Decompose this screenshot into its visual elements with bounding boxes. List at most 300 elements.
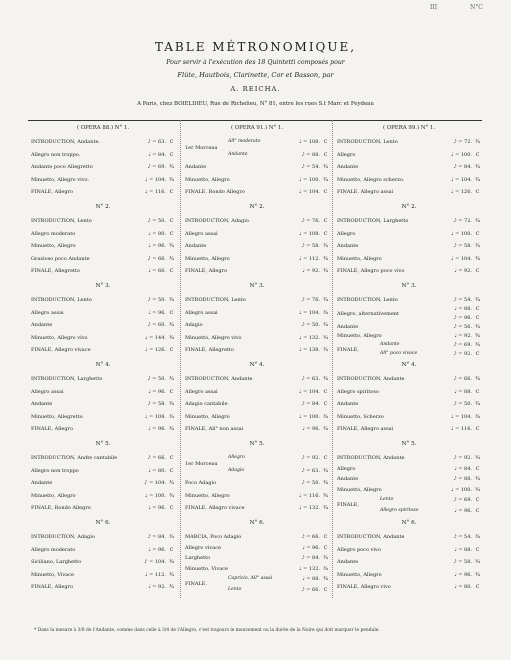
time-signature: ¾ xyxy=(323,309,328,316)
metronome-marking: ♩ = 132. xyxy=(299,334,320,341)
metronome-marking: ♪ = 84. xyxy=(453,164,472,171)
time-signature: ¾ xyxy=(475,324,480,330)
movement-name: Minuetto, Allegro xyxy=(185,255,230,262)
time-signature: ¾ xyxy=(475,534,480,540)
time-signature: ¾ xyxy=(475,164,480,171)
quintet-number: N° 5. xyxy=(249,441,265,447)
table-row xyxy=(185,504,330,512)
time-signature: ¾ xyxy=(323,555,328,561)
metronome-marking: ♪ = 50. xyxy=(147,297,166,303)
metronome-marking: ♩ = 138. xyxy=(299,347,320,354)
movement-name: Allegro xyxy=(337,151,356,158)
table-row xyxy=(31,230,176,238)
time-signature: ¾ xyxy=(475,243,480,250)
author: A. REICHA. xyxy=(230,85,281,93)
bracket-label: FINALE, xyxy=(337,346,359,353)
movement-name: Minuetto, Allegro xyxy=(337,333,382,339)
metronome-marking: ♪ = 58. xyxy=(453,559,472,566)
time-signature: C xyxy=(475,351,480,357)
time-signature: C xyxy=(169,139,174,145)
metronome-marking: ♩ = 92. xyxy=(454,268,472,275)
metronome-marking: ♩ = 112. xyxy=(145,571,166,578)
metronome-marking: ♪ = 84. xyxy=(301,401,320,408)
metronome-marking: ♪ = 96. xyxy=(453,315,472,321)
metronome-marking: ♩ = 96. xyxy=(148,426,166,433)
table-row xyxy=(337,255,482,263)
movement-name: Andante xyxy=(337,243,359,250)
time-signature: ¾ xyxy=(323,347,328,354)
time-signature: ¾ xyxy=(323,565,328,572)
movement-name: FINALE, Allegro vivo xyxy=(337,584,391,591)
table-row xyxy=(31,583,176,591)
time-signature: C xyxy=(475,151,480,158)
metronome-marking: ♩ = 104. xyxy=(451,413,472,420)
metronome-marking: ♪ = 58. xyxy=(147,401,166,408)
table-row xyxy=(337,230,482,238)
table-row xyxy=(337,465,482,473)
movement-name: FINALE, Allegro xyxy=(185,268,227,275)
table-row xyxy=(185,413,330,421)
table-row xyxy=(31,176,176,184)
table-row xyxy=(337,217,482,225)
metronome-marking: ♩ = 126. xyxy=(145,347,166,354)
time-signature: C xyxy=(169,189,174,196)
quintet-number: N° 4. xyxy=(249,362,265,368)
bracket-label: Allegro, alternativement xyxy=(337,310,400,317)
time-signature: C xyxy=(169,467,174,474)
time-signature: ¾ xyxy=(169,401,174,408)
movement-name: Minuetto, Allegro vivo xyxy=(185,334,242,341)
time-signature: C xyxy=(323,151,328,158)
time-signature: C xyxy=(323,230,328,237)
movement-name: Minuetto, Allegro xyxy=(185,492,230,499)
movement-name: Minuetto, Scherzo xyxy=(337,413,384,420)
movement-name: INTRODUCTION, Lento xyxy=(31,297,92,303)
time-signature: C xyxy=(323,455,328,461)
table-row xyxy=(31,533,176,541)
time-signature: ¾ xyxy=(323,413,328,420)
table-row xyxy=(31,425,176,433)
time-signature: ¾ xyxy=(169,492,174,499)
metronome-marking: ♪ = 92. xyxy=(453,455,472,461)
time-signature: C xyxy=(323,544,328,551)
movement-name: Andante xyxy=(337,164,359,171)
metronome-marking: ♩ = 104. xyxy=(145,176,166,183)
movement-name: Allegro moderato xyxy=(31,546,76,553)
metronome-marking: ♩ = 100. xyxy=(145,492,166,499)
metronome-marking: ♪ = 69. xyxy=(453,342,472,348)
movement-name: Minuetto, Allegretto xyxy=(31,413,83,420)
time-signature: ¾ xyxy=(475,297,480,303)
movement-name: INTRODUCTION, Lento xyxy=(31,218,92,224)
movement-name: FINALE, Allegro vivace xyxy=(185,505,245,512)
time-signature: C xyxy=(323,534,328,540)
metronome-marking: ♩ = 116. xyxy=(299,492,320,499)
movement-name: MARCIA, Poco Adagio xyxy=(185,534,242,540)
metronome-marking: ♩ = 104. xyxy=(299,309,320,316)
metronome-marking: ♩ = 80. xyxy=(148,230,166,237)
time-signature: ¾ xyxy=(475,176,480,183)
quintet-number: N° 3. xyxy=(401,283,417,289)
time-signature: ¾ xyxy=(323,426,328,433)
bracket-label: FINALE, xyxy=(337,502,359,509)
metronome-marking: ♩ = 126. xyxy=(451,189,472,196)
table-row xyxy=(337,533,482,541)
metronome-marking: ♩ = 80. xyxy=(454,584,472,591)
table-row xyxy=(185,425,330,433)
metronome-marking: ♩ = 100. xyxy=(299,176,320,183)
metronome-marking: ♪ = 76. xyxy=(301,297,320,303)
table-row xyxy=(31,413,176,421)
movement-name: FINALE, Allegretto xyxy=(31,268,80,275)
time-signature: ¾ xyxy=(169,243,174,250)
quintet-number: N° 2. xyxy=(401,204,417,210)
movement-name: Allegro assai xyxy=(31,388,64,395)
time-signature: ¾ xyxy=(323,176,328,183)
table-row xyxy=(185,554,330,562)
table-row xyxy=(185,400,330,408)
metronome-marking: ♪ = 72. xyxy=(453,139,472,145)
table-row xyxy=(31,375,176,383)
metronome-marking: ♪ = 54. xyxy=(453,297,472,303)
movement-name: Allegro poco vivo xyxy=(337,546,381,553)
table-row xyxy=(185,479,330,487)
metronome-marking: ♩ = 96. xyxy=(148,505,166,512)
movement-name: FINALE, Allegro xyxy=(31,189,73,196)
movement-name: Andante xyxy=(337,476,359,482)
time-signature: ¾ xyxy=(169,480,174,487)
publisher-line: A Paris, chez BOIELDIEU, Rue de Richelieu, N° 81, entre les rues S.t Marc et Feydeau xyxy=(137,101,374,107)
movement-name: INTRODUCTION, Lento xyxy=(337,297,398,303)
movement-name: Allegro assai xyxy=(185,309,218,316)
metronome-marking: ♩ = 100. xyxy=(451,151,472,158)
time-signature: C xyxy=(475,507,480,514)
table-row xyxy=(337,151,482,159)
table-row xyxy=(337,375,482,383)
movement-name: INTRODUCTION, Andante. xyxy=(31,139,101,145)
movement-name: INTRODUCTION, Adagio xyxy=(31,534,95,540)
time-signature: ¾ xyxy=(475,571,480,578)
time-signature: ¾ xyxy=(169,255,174,262)
quintet-number: N° 2. xyxy=(95,204,111,210)
table-row xyxy=(337,546,482,554)
time-signature: ¾ xyxy=(323,376,328,382)
time-signature: ¾ xyxy=(169,559,174,566)
bracket-sub-movement: Lento xyxy=(380,497,394,502)
time-signature: C xyxy=(169,151,174,158)
time-signature: ¾ xyxy=(475,486,480,493)
quintet-number: N° 6. xyxy=(401,520,417,526)
movement-name: Andante xyxy=(31,401,53,408)
corner-mark-left: III xyxy=(430,4,438,11)
movement-name: Andante xyxy=(185,243,207,250)
metronome-marking: ♪ = 50. xyxy=(453,401,472,408)
metronome-marking: ♪ = 50. xyxy=(147,376,166,382)
movement-name: Minuetto, Allegro xyxy=(337,486,382,493)
movement-name: Andante xyxy=(185,164,207,171)
metronome-marking: ♪ = 50. xyxy=(147,218,166,224)
bracket-sub-movement: Capricio, All° assai xyxy=(228,576,273,581)
metronome-marking: ♩ = 92. xyxy=(148,584,166,591)
table-row xyxy=(337,571,482,579)
time-signature: C xyxy=(475,268,480,275)
table-row xyxy=(337,138,482,146)
metronome-marking: ♪ = 84. xyxy=(301,555,320,561)
time-signature: C xyxy=(323,218,328,224)
metronome-marking: ♩ = 96. xyxy=(148,546,166,553)
table-row xyxy=(31,467,176,475)
metronome-marking: ♩ = 92. xyxy=(454,333,472,339)
metronome-marking: ♪ = 69. xyxy=(147,164,166,171)
metronome-marking: ♪ = 56. xyxy=(453,324,472,330)
bracket-sub-movement: Adagio xyxy=(228,467,245,473)
metronome-marking: ♩ = 104. xyxy=(299,189,320,196)
table-row xyxy=(337,475,482,483)
metronome-marking: ♩ = 108. xyxy=(299,230,320,237)
metronome-marking: ♩ = 104. xyxy=(451,176,472,183)
metronome-marking: ♪ = 63. xyxy=(147,139,166,145)
metronome-marking: ♪ = 66. xyxy=(453,376,472,382)
metronome-marking: ♪ = 76. xyxy=(301,218,320,224)
instruments-line: Flûte, Hautbois, Clarinette, Cor et Basson, par xyxy=(177,71,334,79)
metronome-marking: ♩ = 112. xyxy=(299,255,320,262)
metronome-marking: ♩ = 100. xyxy=(451,486,472,493)
metronome-marking: ♩ = 96. xyxy=(454,507,472,514)
table-row xyxy=(31,309,176,317)
table-row xyxy=(185,544,330,552)
time-signature: ¾ xyxy=(323,243,328,250)
table-row xyxy=(337,486,482,494)
movement-name: FINALE, Allegro assai xyxy=(337,189,394,196)
movement-name: Allegro non troppo xyxy=(31,467,79,474)
table-row xyxy=(31,492,176,500)
metronome-marking: ♩ = 116. xyxy=(145,189,166,196)
table-row xyxy=(337,267,482,275)
movement-name: INTRODUCTION, Larghetto xyxy=(31,376,103,382)
metronome-marking: ♪ = 50. xyxy=(301,480,320,487)
movement-name: Allegro assai xyxy=(185,388,218,395)
time-signature: C xyxy=(323,586,328,593)
movement-name: Andante xyxy=(337,324,359,330)
table-row xyxy=(185,533,330,541)
movement-name: FINALE, All° non assai xyxy=(185,426,244,433)
metronome-marking: ♪ = 88. xyxy=(453,476,472,482)
time-signature: ¾ xyxy=(169,584,174,591)
movement-name: INTRODUCTION, Andte cantabile xyxy=(31,455,118,461)
time-signature: ¾ xyxy=(323,268,328,275)
time-signature: ¾ xyxy=(323,576,328,582)
time-signature: ¾ xyxy=(169,297,174,303)
opera-header: ( OPERA 88.) N° 1. xyxy=(76,125,130,131)
movement-name: INTRODUCTION, Andante xyxy=(337,376,405,382)
table-row xyxy=(337,188,482,196)
time-signature: C xyxy=(169,268,174,275)
metronome-marking: ♩ = 88. xyxy=(302,576,320,582)
column-separator xyxy=(180,120,181,598)
table-row xyxy=(337,583,482,591)
time-signature: C xyxy=(169,230,174,237)
table-row xyxy=(31,138,176,146)
metronome-marking: ♩ = 104. xyxy=(299,388,320,395)
movement-name: Minuetto, Allegro vivo xyxy=(31,334,88,341)
movement-name: Larghetto xyxy=(185,555,211,561)
time-signature: ¾ xyxy=(475,476,480,482)
bracket-sub-movement: Andante xyxy=(228,151,248,157)
movement-name: INTRODUCTION, Andante xyxy=(337,455,405,461)
table-row xyxy=(185,565,330,573)
table-row xyxy=(185,321,330,329)
metronome-marking: ♩ = 108. xyxy=(299,139,320,145)
time-signature: ¾ xyxy=(475,255,480,262)
metronome-marking: ♩ = 104. xyxy=(451,255,472,262)
movement-name: FINALE, Rondo Allegro xyxy=(31,505,91,512)
metronome-marking: ♩ = 144. xyxy=(145,334,166,341)
metronome-marking: ♪ = 58. xyxy=(453,243,472,250)
time-signature: C xyxy=(475,230,480,237)
metronome-marking: ♪ = 66. xyxy=(147,255,166,262)
time-signature: C xyxy=(475,546,480,553)
bracket-label: 1er Morceau xyxy=(185,461,218,468)
metronome-marking: ♪ = 54. xyxy=(301,164,320,171)
time-signature: ¾ xyxy=(169,164,174,171)
movement-name: FINALE, Allegro xyxy=(31,584,73,591)
metronome-marking: ♪ = 66. xyxy=(301,586,320,593)
time-signature: C xyxy=(475,497,480,503)
quintet-number: N° 5. xyxy=(401,441,417,447)
metronome-marking: ♩ = 100. xyxy=(451,230,472,237)
metronome-marking: ♩ = 96. xyxy=(148,388,166,395)
time-signature: ¾ xyxy=(475,455,480,461)
time-signature: ¾ xyxy=(323,334,328,341)
metronome-marking: ♩ = 88. xyxy=(454,306,472,312)
time-signature: ¾ xyxy=(169,571,174,578)
time-signature: C xyxy=(169,505,174,512)
movement-name: Allegro moderato xyxy=(31,230,76,237)
corner-mark-right: N°C xyxy=(470,4,483,11)
metronome-marking: ♩ = 96. xyxy=(302,426,320,433)
movement-name: FINALE, Rondo Allegro xyxy=(185,189,245,196)
time-signature: C xyxy=(169,218,174,224)
metronome-marking: ♪ = 92. xyxy=(301,455,320,461)
subtitle: Pour servir à l'exécution des 18 Quintetti composés pour xyxy=(166,59,345,66)
table-row xyxy=(185,309,330,317)
movement-name: Andante xyxy=(31,322,53,329)
movement-name: Minuetto, Allegro xyxy=(31,243,76,250)
metronome-marking: ♪ = 50. xyxy=(301,322,320,329)
table-row xyxy=(337,242,482,250)
time-signature: ¾ xyxy=(169,413,174,420)
movement-name: Allegro xyxy=(337,465,356,472)
footnote: * Dans la mesure à 3/8 de l'Andante, comme dans celle à 3/4 de l'Allegro, c'est toujours le mouvement ou la durée de la Noire qui doit marquer le pendule. xyxy=(34,628,380,633)
movement-name: Andante xyxy=(337,401,359,408)
time-signature: C xyxy=(475,388,480,395)
movement-name: Minuetto, Allegro xyxy=(31,492,76,499)
movement-name: Minuetto, Allegro xyxy=(185,176,230,183)
quintet-number: N° 3. xyxy=(95,283,111,289)
time-signature: ¾ xyxy=(323,255,328,262)
time-signature: C xyxy=(169,388,174,395)
time-signature: ¾ xyxy=(323,322,328,329)
time-signature: ¾ xyxy=(475,342,480,348)
metronome-marking: ♩ = 92. xyxy=(302,268,320,275)
metronome-marking: ♩ = 66. xyxy=(148,268,166,275)
movement-name: INTRODUCTION, Andante xyxy=(337,534,405,540)
table-row xyxy=(185,296,330,304)
movement-name: FINALE, Allegro xyxy=(31,426,73,433)
table-row xyxy=(337,332,482,340)
metronome-marking: ♩ = 132. xyxy=(299,505,320,512)
table-row xyxy=(31,163,176,171)
movement-name: Adagio xyxy=(185,322,203,329)
opera-column xyxy=(28,120,178,598)
table-row xyxy=(31,255,176,263)
movement-name: Minuetto, Vivace xyxy=(31,571,75,578)
metronome-marking: ♩ = 96. xyxy=(148,309,166,316)
table-row xyxy=(31,388,176,396)
metronome-marking: ♪ = 88. xyxy=(301,151,320,158)
movement-name: Poco Adagio xyxy=(185,480,217,487)
metronome-marking: ♩ = 84. xyxy=(148,151,166,158)
time-signature: ¾ xyxy=(323,480,328,487)
movement-name: Minuetto, Allegro vivo. xyxy=(31,176,90,183)
movement-name: Adagio cantabile xyxy=(185,401,228,408)
table-row xyxy=(31,454,176,462)
metronome-marking: ♩ = 96. xyxy=(302,544,320,551)
table-row xyxy=(31,546,176,554)
time-signature: ¾ xyxy=(475,139,480,145)
time-signature: C xyxy=(169,546,174,553)
bracket-label: FINALE, xyxy=(185,581,207,588)
table-row xyxy=(337,323,482,331)
time-signature: ¾ xyxy=(169,322,174,329)
time-signature: C xyxy=(169,347,174,354)
time-signature: ¾ xyxy=(475,413,480,420)
page-title: TABLE MÉTRONOMIQUE, xyxy=(154,40,357,54)
metronome-marking: ♩ = 84. xyxy=(454,465,472,472)
bracket-sub-movement: Allegro spiritoso xyxy=(380,507,419,513)
movement-name: Andante xyxy=(31,480,53,487)
time-signature: ¾ xyxy=(323,467,328,474)
metronome-marking: ♩ = 116. xyxy=(451,426,472,433)
table-row xyxy=(31,188,176,196)
metronome-marking: ♪ = 72. xyxy=(453,218,472,224)
column-separator xyxy=(332,120,333,598)
time-signature: ¾ xyxy=(475,401,480,408)
table-row xyxy=(337,425,482,433)
table-row xyxy=(337,558,482,566)
time-signature: ¾ xyxy=(169,176,174,183)
bracket-sub-movement: All° moderato xyxy=(228,139,261,144)
table-row xyxy=(185,163,330,171)
metronome-marking: ♪ = 66. xyxy=(301,534,320,540)
movement-name: Allegro non troppo. xyxy=(31,151,81,158)
table-row xyxy=(31,151,176,159)
metronome-marking: ♩ = 96. xyxy=(148,243,166,250)
metronome-marking: ♩ = 96. xyxy=(454,571,472,578)
movement-name: Allegro assai xyxy=(31,309,64,316)
time-signature: ¾ xyxy=(323,505,328,512)
metronome-marking: ♪ = 58. xyxy=(301,243,320,250)
movement-name: Minuetto, Allegro xyxy=(185,413,230,420)
table-row xyxy=(337,388,482,396)
bracket-sub-movement: All° poco vivace xyxy=(380,351,418,356)
movement-name: Siciliano, Larghetto xyxy=(31,559,82,566)
time-signature: ¾ xyxy=(169,534,174,540)
metronome-marking: ♪ = 66. xyxy=(147,455,166,461)
movement-name: Minuetto, Allegro xyxy=(337,571,382,578)
time-signature: ¾ xyxy=(169,334,174,341)
table-row xyxy=(337,296,482,304)
